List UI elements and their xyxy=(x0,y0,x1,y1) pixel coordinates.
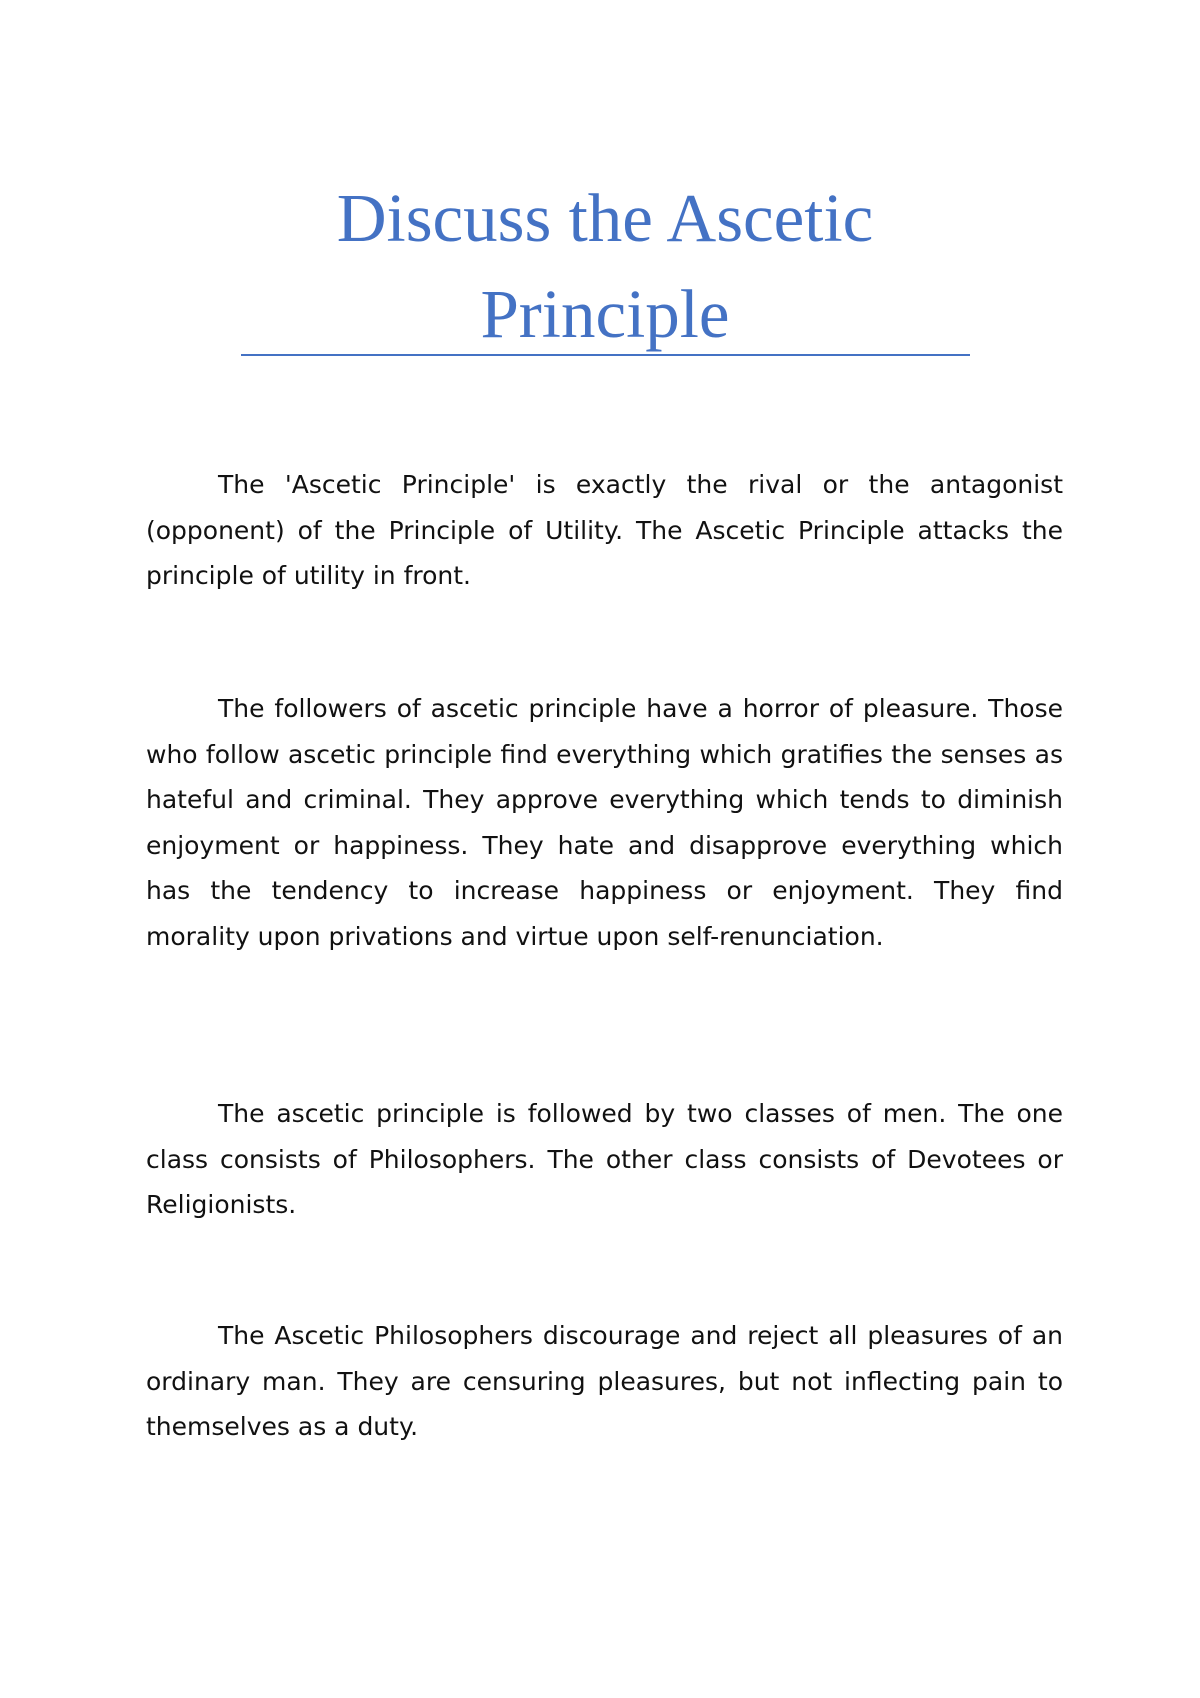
paragraph-4 xyxy=(146,1313,1063,1450)
paragraph-1 xyxy=(146,462,1063,599)
title-underline xyxy=(241,354,970,356)
title-line-2: Principle xyxy=(480,276,730,352)
paragraph-3 xyxy=(146,1091,1063,1228)
title-line-1: Discuss the Ascetic xyxy=(336,180,874,256)
paragraph-1-text: The 'Ascetic Principle' is exactly the rival or the antagonist (opponent) of the Principle of Utility. The Ascetic Principle attacks the principle of utility in front. xyxy=(146,470,1063,590)
paragraph-3-text: The ascetic principle is followed by two classes of men. The one class consists of Philosophers. The other class consists of Devotees or Religionists. xyxy=(146,1099,1063,1219)
paragraph-4-text: The Ascetic Philosophers discourage and reject all pleasures of an ordinary man. They are censuring pleasures, but not inflecting pain to themselves as a duty. xyxy=(146,1321,1063,1441)
document-title xyxy=(240,170,970,362)
paragraph-2-text: The followers of ascetic principle have a horror of pleasure. Those who follow ascetic principle find everything which gratifies the senses as hateful and criminal. They approve everything which tends to diminish enjoyment or happiness. They hate and disapprove everything which has the tendency to increase happiness or enjoyment. They find morality upon privations and virtue upon self-renunciation. xyxy=(146,694,1063,951)
paragraph-2 xyxy=(146,686,1063,959)
